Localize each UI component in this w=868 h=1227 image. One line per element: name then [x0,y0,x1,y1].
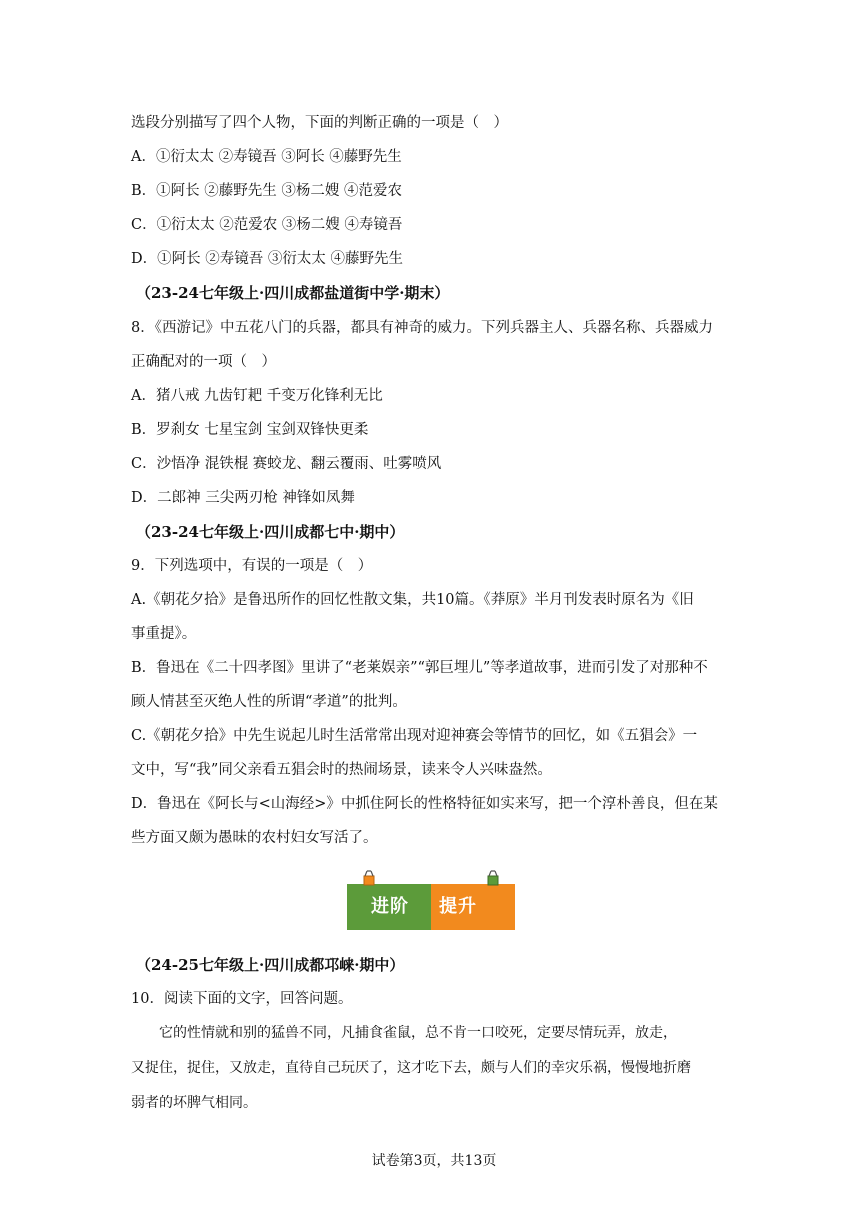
question-10-stem: 10．阅读下面的文字，回答问题。 [131,991,353,1007]
question-8-option-a: A．猪八戒 九齿钉耙 千变万化锋利无比 [131,388,383,404]
question-7-option-a: A．①衍太太 ②寿镜吾 ③阿长 ④藤野先生 [131,149,402,165]
question-7-option-b: B．①阿长 ②藤野先生 ③杨二嫂 ④范爱农 [131,183,402,199]
question-8-option-d: D．二郎神 三尖两刃枪 神锋如凤舞 [131,490,355,506]
question-7-stem: 选段分别描写了四个人物，下面的判断正确的一项是（ ） [131,115,508,131]
banner-left-label: 进阶 [371,896,409,917]
page-footer: 试卷第3页，共13页 [371,1153,497,1169]
question-10-passage-line: 它的性情就和别的猛兽不同，凡捕食雀鼠，总不肯一口咬死，定要尽情玩弄，放走， [131,1025,677,1041]
question-9-stem: 9．下列选项中，有误的一项是（ ） [131,558,373,574]
question-7-option-c: C．①衍太太 ②范爱农 ③杨二嫂 ④寿镜吾 [131,217,403,233]
question-10-passage-line: 又捉住，捉住，又放走，直待自己玩厌了，这才吃下去，颇与人们的幸灾乐祸，慢慢地折磨 [131,1060,691,1076]
question-9-line: 事重提》。 [131,626,197,642]
question-8-stem-line-2: 正确配对的一项（ ） [131,354,276,370]
question-9-line: 顾人情甚至灭绝人性的所谓“孝道”的批判。 [131,694,407,710]
question-9-line: A.《朝花夕拾》是鲁迅所作的回忆性散文集，共10篇。《莽原》半月刊发表时原名为《旧 [131,592,694,608]
question-8-stem-line-1: 8．《西游记》中五花八门的兵器，都具有神奇的威力。下列兵器主人、兵器名称、兵器威力 [131,320,713,336]
question-9-line: B．鲁迅在《二十四孝图》里讲了“老莱娱亲”“郭巨埋儿”等孝道故事，进而引发了对那种不 [131,660,708,676]
question-10-passage-line: 弱者的坏脾气相同。 [131,1095,257,1111]
question-9-source: （23-24七年级上·四川成都七中·期中） [136,523,405,541]
binder-clip-icon [484,870,502,886]
banner-right-label: 提升 [439,896,477,917]
question-8-source: （23-24七年级上·四川成都盐道街中学·期末） [136,284,450,302]
question-9-line: C.《朝花夕拾》中先生说起儿时生活常常出现对迎神赛会等情节的回忆，如《五猖会》一 [131,728,698,744]
question-7-option-d: D．①阿长 ②寿镜吾 ③衍太太 ④藤野先生 [131,251,403,267]
question-9-line: 些方面又颇为愚昧的农村妇女写活了。 [131,830,378,846]
question-9-line: D．鲁迅在《阿长与<山海经>》中抓住阿长的性格特征如实来写，把一个淳朴善良，但在某 [131,796,718,812]
question-9-line: 文中，写“我”同父亲看五猖会时的热闹场景，读来令人兴味盎然。 [131,762,552,778]
advanced-section-banner [347,884,515,930]
question-8-option-b: B．罗刹女 七星宝剑 宝剑双锋快更柔 [131,422,369,438]
question-10-source: （24-25七年级上·四川成都邛崃·期中） [136,956,405,974]
binder-clip-icon [360,870,378,886]
question-8-option-c: C．沙悟净 混铁棍 赛蛟龙、翻云覆雨、吐雾喷风 [131,456,442,472]
